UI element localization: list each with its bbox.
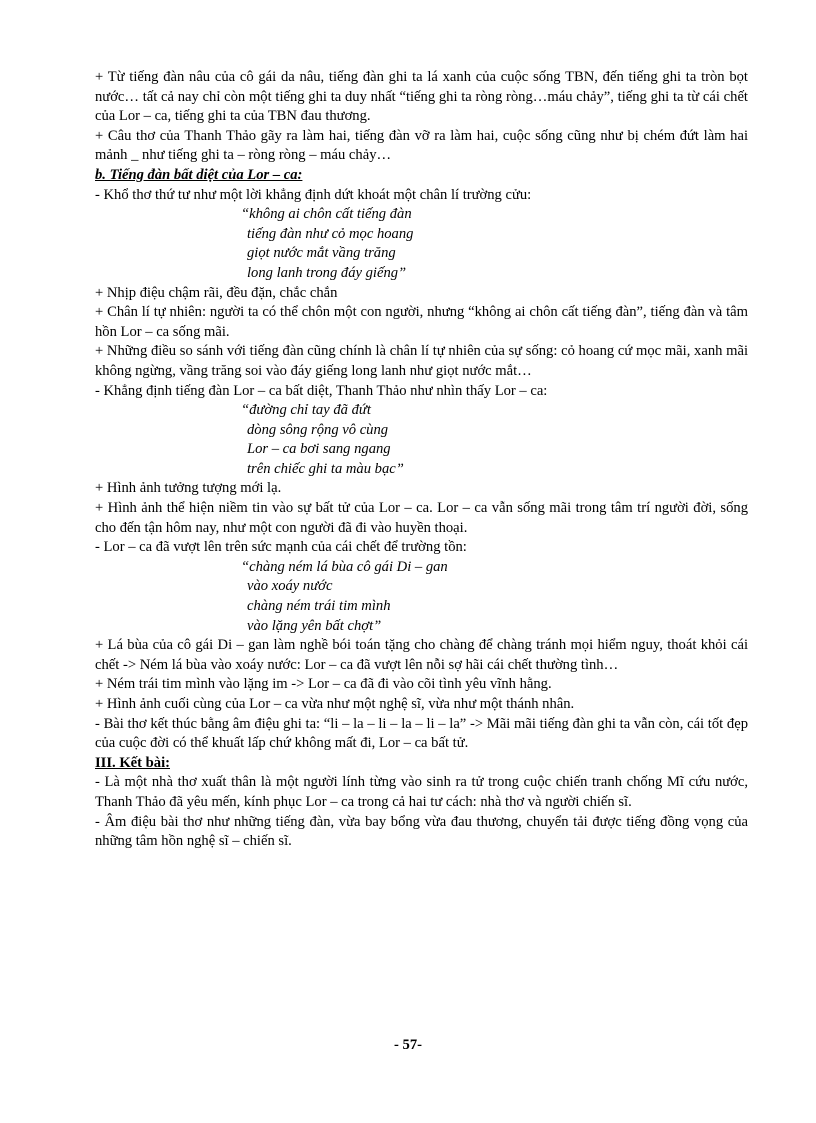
poem-line: vào lặng yên bất chợt” xyxy=(247,617,382,634)
poem-stanza-1 xyxy=(95,205,748,283)
poem-stanza-2 xyxy=(95,401,748,479)
poem-line: “không ai chôn cất tiếng đàn xyxy=(241,206,412,223)
paragraph: - Khẳng định tiếng đàn Lor – ca bất diệt, Thanh Thảo như nhìn thấy Lor – ca: xyxy=(95,382,548,399)
paragraph: + Chân lí tự nhiên: người ta có thể chôn một con người, nhưng “không ai chôn cất tiếng đàn”, tiếng đàn và tâm hồn Lor – ca sống mãi. xyxy=(95,304,748,340)
poem-line: Lor – ca bơi sang ngang xyxy=(247,441,391,458)
paragraph: + Lá bùa của cô gái Di – gan làm nghề bói toán tặng cho chàng để chàng tránh mọi hiểm nguy, thoát khỏi cái chết -> Ném lá bùa vào xoáy nước: Lor – ca đã vượt lên nỗi sợ hãi cái chết thường tình… xyxy=(95,637,748,673)
paragraph: + Từ tiếng đàn nâu của cô gái da nâu, tiếng đàn ghi ta lá xanh của cuộc sống TBN, đến tiếng ghi ta tròn bọt nước… tất cả nay chỉ còn một tiếng ghi ta duy nhất “tiếng ghi ta ròng ròng…máu chảy”, tiếng ghi ta từ cái chết của Lor – ca, tiếng ghi ta của TBN đau thương. xyxy=(95,69,748,125)
poem-line: dòng sông rộng vô cùng xyxy=(247,421,389,438)
paragraph: - Lor – ca đã vượt lên trên sức mạnh của cái chết để trường tồn: xyxy=(95,539,467,556)
page-number: - 57- xyxy=(394,1037,422,1053)
paragraph: - Bài thơ kết thúc bằng âm điệu ghi ta: “li – la – li – la – li – la” -> Mãi mãi tiếng đàn ghi ta vẫn còn, cái tốt đẹp của cuộc đời có thể khuất lấp chứ không mất đi, Lor – ca bất tử. xyxy=(95,715,748,752)
paragraph: + Nhịp điệu chậm rãi, đều đặn, chắc chắn xyxy=(95,284,338,301)
poem-line: vào xoáy nước xyxy=(247,578,333,595)
paragraph: + Ném trái tim mình vào lặng im -> Lor – ca đã đi vào cõi tình yêu vĩnh hằng. xyxy=(95,676,552,693)
document-page xyxy=(95,68,748,852)
poem-line: tiếng đàn như cỏ mọc hoang xyxy=(247,225,414,242)
poem-line: chàng ném trái tim mình xyxy=(247,598,391,615)
poem-line: giọt nước mắt vầng trăng xyxy=(247,245,396,262)
paragraph: + Hình ảnh tưởng tượng mới lạ. xyxy=(95,480,282,497)
paragraph: + Những điều so sánh với tiếng đàn cũng chính là chân lí tự nhiên của sự sống: cỏ hoang cứ mọc mãi, xanh mãi không ngừng, vầng trăng soi vào đáy giếng long lanh như giọt nước mắt… xyxy=(95,343,748,379)
paragraph: - Là một nhà thơ xuất thân là một người lính từng vào sinh ra tử trong cuộc chiến tranh chống Mĩ cứu nước, Thanh Thảo đã yêu mến, kính phục Lor – ca trong cả hai tư cách: nhà thơ và người chiến sĩ. xyxy=(95,774,748,810)
paragraph: + Hình ảnh thể hiện niềm tin vào sự bất tử của Lor – ca. Lor – ca vẫn sống mãi trong tâm trí người đời, sống cho đến tận hôm nay, như một con người đã đi vào huyền thoại. xyxy=(95,500,748,536)
section-iii-heading: III. Kết bài: xyxy=(95,754,170,771)
poem-line: “chàng ném lá bùa cô gái Di – gan xyxy=(241,558,448,575)
poem-stanza-3 xyxy=(95,558,748,636)
paragraph: + Câu thơ của Thanh Thảo gãy ra làm hai, tiếng đàn vỡ ra làm hai, cuộc sống cũng như bị chém đứt làm hai mảnh _ như tiếng ghi ta – ròng ròng – máu chảy… xyxy=(95,127,748,164)
section-b-heading: b. Tiếng đàn bất diệt của Lor – ca: xyxy=(95,166,303,183)
paragraph: - Khổ thơ thứ tư như một lời khẳng định dứt khoát một chân lí trường cửu: xyxy=(95,186,532,203)
poem-line: long lanh trong đáy giếng” xyxy=(247,264,407,281)
paragraph: + Hình ảnh cuối cùng của Lor – ca vừa như một nghệ sĩ, vừa như một thánh nhân. xyxy=(95,696,575,712)
paragraph: - Âm điệu bài thơ như những tiếng đàn, vừa bay bổng vừa đau thương, chuyển tải được tiếng đồng vọng của những tâm hồn nghệ sĩ – chiến sĩ. xyxy=(95,813,748,850)
poem-line: “đường chỉ tay đã đứt xyxy=(241,402,371,419)
poem-line: trên chiếc ghi ta màu bạc” xyxy=(247,460,404,477)
